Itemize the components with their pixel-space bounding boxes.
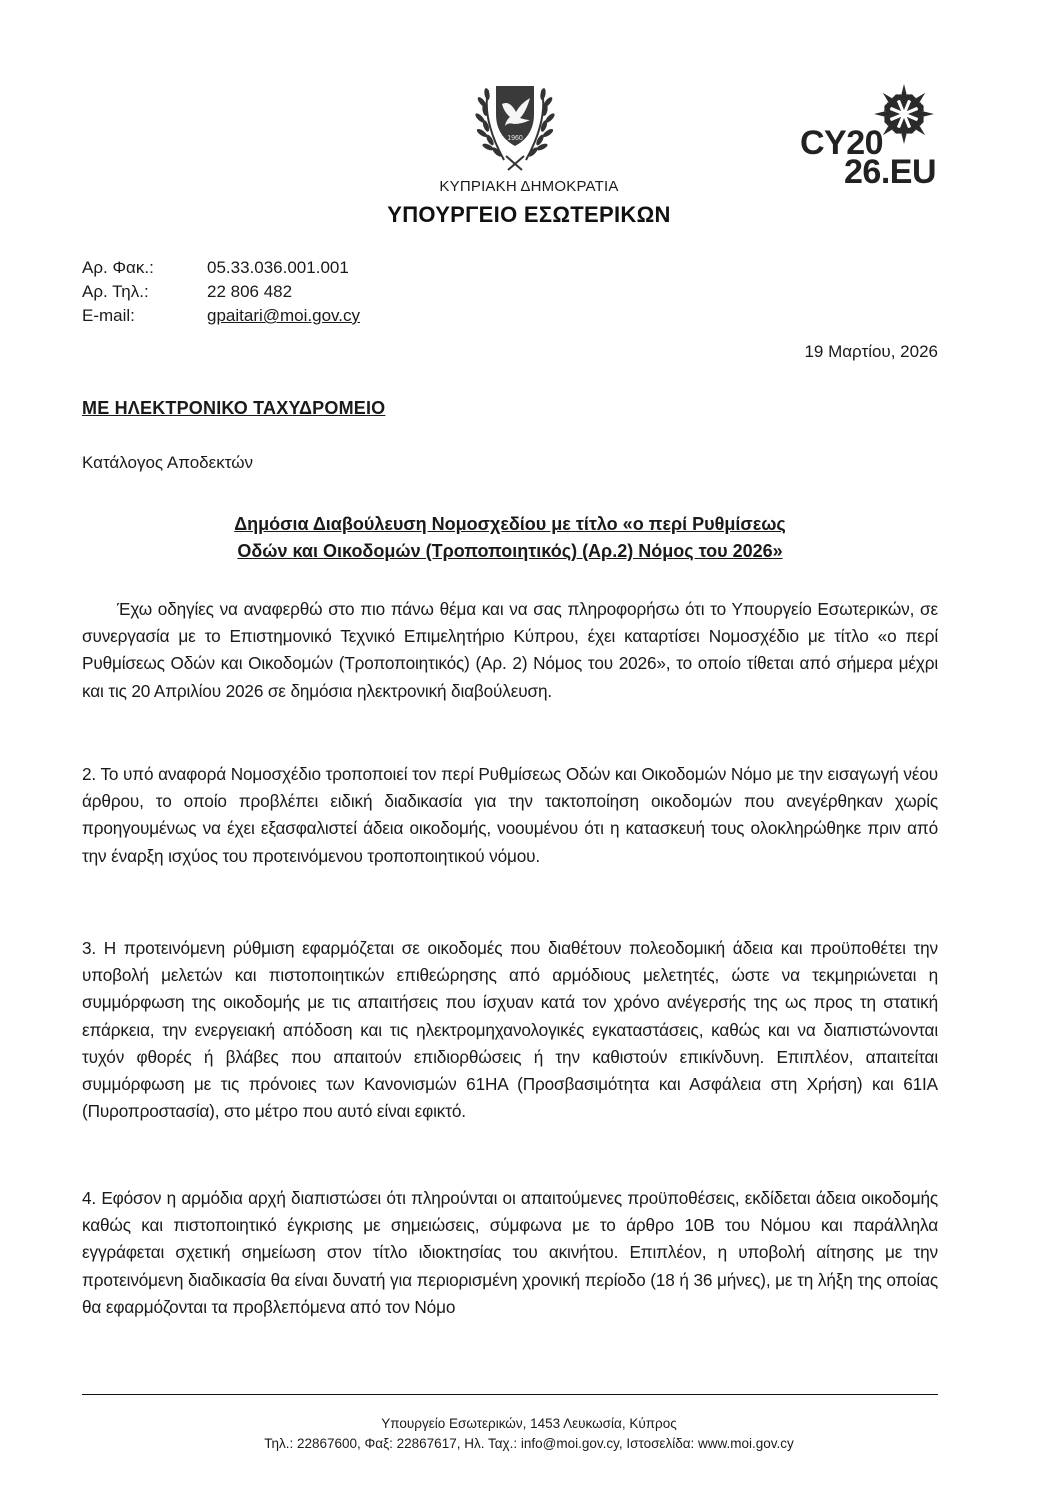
cy2026-presidency-logo [800,82,950,192]
subject-line-2: Οδών και Οικοδομών (Τροποποιητικός) (Αρ.2) Νόμος του 2026» [237,541,783,561]
logo-text-line2: 26.EU [844,153,936,191]
republic-name: ΚΥΠΡΙΑΚΗ ΔΗΜΟΚΡΑΤΙΑ [439,178,619,195]
recipients-list: Κατάλογος Αποδεκτών [82,453,253,472]
email-link[interactable]: gpaitari@moi.gov.cy [207,306,360,325]
phone-value: 22 806 482 [207,282,293,301]
phone-row [82,280,360,304]
body-paragraph-3: 3. Η προτεινόμενη ρύθμιση εφαρμόζεται σε οικοδομές που διαθέτουν πολεοδομική άδεια και προϋποθέτει την υποβολή μελετών και πιστοποιητικών επιθεώρησης από αρμόδιους μελετητές, ώστε να τεκμηριώνεται η συμμόρφωση της οικοδομής με τις απαιτήσεις που ίσχυαν κατά τον χρόνο ανέγερσής της ως προς τη στατική επάρκεια, την ενεργειακή απόδοση και τις ηλεκτρομηχανολογικές εγκαταστάσεις, καθώς και να διαπιστώνονται τυχόν φθορές ή βλάβες που απαιτούν επιδιορθώσεις ή την καθιστούν επικίνδυνη. Επιπλέον, απαιτείται συμμόρφωση με τις πρόνοιες των Κανονισμών 61ΗΑ (Προσβασιμότητα και Ασφάλεια στη Χρήση) και 61ΙΑ (Πυροπροστασία), στο μέτρο που αυτό είναι εφικτό. [82,938,938,1122]
body-paragraph-2: 2. Το υπό αναφορά Νομοσχέδιο τροποποιεί τον περί Ρυθμίσεως Οδών και Οικοδομών Νόμο με την εισαγωγή νέου άρθρου, το οποίο προβλέπει ειδική διαδικασία για την τακτοποίηση οικοδομών που ανεγέρθηκαν χωρίς προηγουμένως να έχει εξασφαλιστεί άδεια οικοδομής, νοουμένου ότι η κατασκευή τους ολοκληρώθηκε πριν από την έναρξη ισχύος του προτεινόμενου τροποποιητικού νόμου. [82,764,938,866]
phone-label: Αρ. Τηλ.: [82,282,149,301]
file-number-row [82,256,360,280]
body-paragraph-4: 4. Εφόσον η αρμόδια αρχή διαπιστώσει ότι πληρούνται οι απαιτούμενες προϋποθέσεις, εκδίδεται άδεια οικοδομής καθώς και πιστοποιητικό έγκρισης με σημειώσεις, σύμφωνα με το άρθρο 10Β του Νόμου και παράλληλα εγγράφεται σχετική σημείωση στον τίτλο ιδιοκτησίας του ακινήτου. Επιπλέον, η υποβολή αίτησης με την προτεινόμενη διαδικασία θα είναι δυνατή για περιορισμένη χρονική περίοδο (18 ή 36 μήνες), με τη λήξη της οποίας θα εφαρμόζονται τα προβλεπόμενα από τον Νόμο [82,1188,938,1317]
footer-address: Υπουργείο Εσωτερικών, 1453 Λευκωσία, Κύπρος [381,1416,677,1431]
svg-text:1960: 1960 [507,135,523,142]
email-row [82,304,360,328]
subject-line-1: Δημόσια Διαβούλευση Νομοσχεδίου με τίτλο «ο περί Ρυθμίσεως [234,514,786,534]
footer-divider [82,1394,938,1395]
footer-contact: Τηλ.: 22867600, Φαξ: 22867617, Ηλ. Ταχ.: info@moi.gov.cy, Ιστοσελίδα: www.moi.gov.cy [264,1436,794,1451]
ministry-name: ΥΠΟΥΡΓΕΙΟ ΕΣΩΤΕΡΙΚΩΝ [387,202,671,227]
cyprus-coat-of-arms-icon [460,80,570,172]
body-paragraph-1: Έχω οδηγίες να αναφερθώ στο πιο πάνω θέμα και να σας πληροφορήσω ότι το Υπουργείο Εσωτερικών, σε συνεργασία με το Επιστημονικό Τεχνικό Επιμελητήριο Κύπρου, έχει καταρτίσει Νομοσχέδιο με τίτλο «ο περί Ρυθμίσεως Οδών και Οικοδομών (Τροποποιητικός) (Αρ. 2) Νόμος του 2026», το οποίο τίθεται από σήμερα μέχρι και τις 20 Απριλίου 2026 σε δημόσια ηλεκτρονική διαβούλευση. [82,599,938,701]
subject-heading [82,511,938,565]
logo-text-line1: CY20 [800,124,884,162]
delivery-method: ΜΕ ΗΛΕΚΤΡΟΝΙΚΟ ΤΑΧΥΔΡΟΜΕΙΟ [82,398,386,418]
file-number-value: 05.33.036.001.001 [207,258,349,277]
file-number-label: Αρ. Φακ.: [82,258,154,277]
email-label: E-mail: [82,306,135,325]
letter-date: 19 Μαρτίου, 2026 [804,342,938,361]
reference-block [82,256,360,328]
